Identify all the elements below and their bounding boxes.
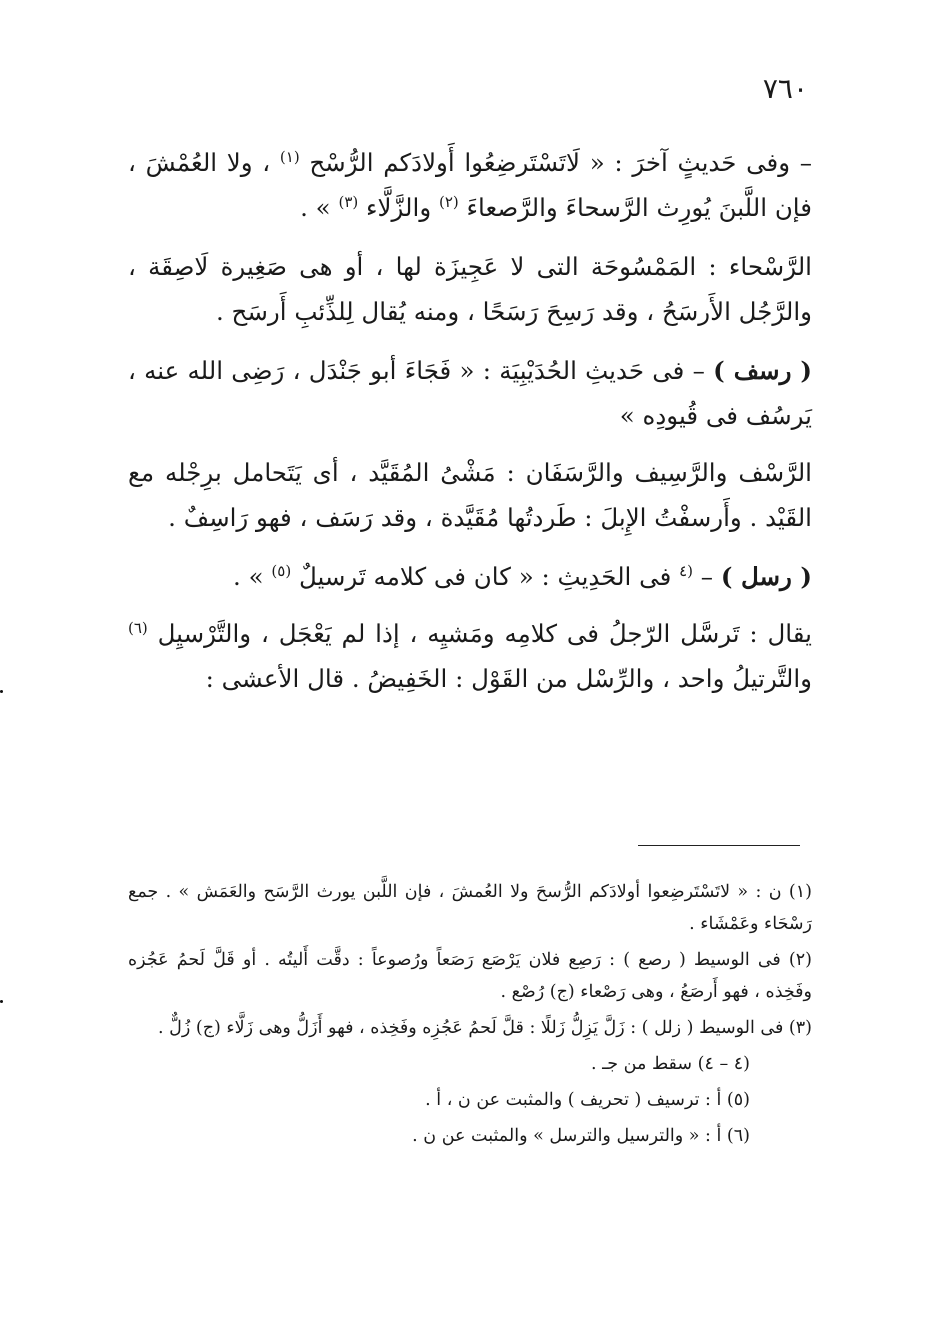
footnote-ref: (٢) — [438, 192, 459, 211]
footnote-5: (٥) أ : ترسيف ( تحريف ) والمثبت عن ن ، أ . — [425, 1090, 750, 1110]
footnote-ref: (٦) — [128, 618, 148, 637]
paragraph-rashaa: الرَّسْحاء : المَمْسُوحَة التى لا عَجِيزَة لها ، أو هى صَغِيرة لَاصِقَة ، والرَّجُل الأَرسَحُ ، وقد رَسِحَ رَسَحًا ، ومنه يُقال لِلذِّئبِ أَرسَح . — [128, 252, 812, 326]
paragraph-tarassul — [128, 611, 812, 701]
footnote-3: (٣) فى الوسيط ( زلل ) : زَلَّ يَزِلُّ زَللًا : قلَّ لَحمُ عَجُزِه وفَخِذه ، فهو أَزَلُّ وهى زَلَّاء (ج) زُلٌّ . — [158, 1018, 812, 1038]
text-segment: – — [693, 562, 721, 591]
text-segment: يقال : تَرسَّل الرّجلُ فى كلامِه ومَشيِه ، إذا لم يَعْجَل ، والتَّرْسيِل — [147, 619, 812, 648]
page-number: ٧٦٠ — [762, 72, 808, 105]
paragraph-rasf-definition: الرَّسْف والرَّسِيف والرَّسَفَان : مَشْىُ المُقَيَّد ، أى يَتَحامل برِجْله مع القَيْد . وأَرسفْتُ الإِبلَ : طَردتُها مُقَيَّدة ، وقد رَسَف ، فهو رَاسِفٌ . — [128, 458, 812, 532]
text-segment: » . — [233, 562, 272, 591]
entry-heading: ( رسف ) — [713, 356, 812, 385]
footnote-ref: (١) — [279, 147, 300, 166]
text-segment: » . — [300, 193, 339, 222]
text-segment: – وفى حَديثٍ آخرَ : « لَاتَسْتَرضِعُوا أَولادَكم الرُّسْح — [299, 148, 812, 177]
footnotes — [128, 876, 812, 1156]
text-segment: والزَّلَّاء — [358, 193, 439, 222]
text-segment: ، ولا العُمْشَ ، فإن اللَّبنَ يُورِث الرَّسحاءَ والرَّصعاءَ — [128, 148, 812, 222]
entry-heading: ( رسل ) — [720, 562, 812, 591]
footnote-1: (١) ن : « لاتَسْتَرضِعوا أولادَكم الرُّسحَ ولا العُمشَ ، فإن اللَّبن يورث الرَّسَح والعَمَش » . جمع رَسْحَاء وعَمْشَاء . — [128, 882, 812, 934]
footnote-2: (٢) فى الوسيط ( رصع ) : رَصِع فلان يَرْصَع رَصَعاً ورُصوعاً : دقَّت أَليتُه . أو قَلَّ لَحمُ عَجُزه وفَخِذه ، فهو أَرصَعُ ، وهى رَصْعاء (ج) رُصْع . — [128, 950, 812, 1002]
footnote-ref: (٣) — [338, 192, 359, 211]
scan-mark — [0, 1000, 3, 1003]
footnote-ref: (٤ — [679, 561, 693, 580]
footnote-separator — [638, 845, 800, 846]
scan-mark — [0, 690, 3, 693]
text-segment: – فى حَديثِ الحُدَيْبِيَة : « فَجَاءَ أبو جَنْدَل ، رَضِى الله عنه ، يَرسُف فى قُيودِه » — [128, 356, 812, 430]
footnote-ref: (٥) — [271, 561, 292, 580]
footnote-4: (٤ – ٤) سقط من جـ . — [591, 1054, 750, 1074]
paragraph-rasal-entry — [128, 554, 812, 599]
paragraph-hadith-rush — [128, 140, 812, 230]
paragraph-rasaf-entry — [128, 348, 812, 438]
text-segment: والتَّرتيلُ واحد ، والرِّسْل من القَوْل : الخَفِيضُ . قال الأعشى : — [205, 664, 812, 693]
footnote-6: (٦) أ : « والترسيل والترسل » والمثبت عن ن . — [412, 1126, 750, 1146]
main-text — [128, 140, 812, 715]
text-segment: فى الحَدِيثِ : « كان فى كلامه تَرسيلٌ — [291, 562, 680, 591]
